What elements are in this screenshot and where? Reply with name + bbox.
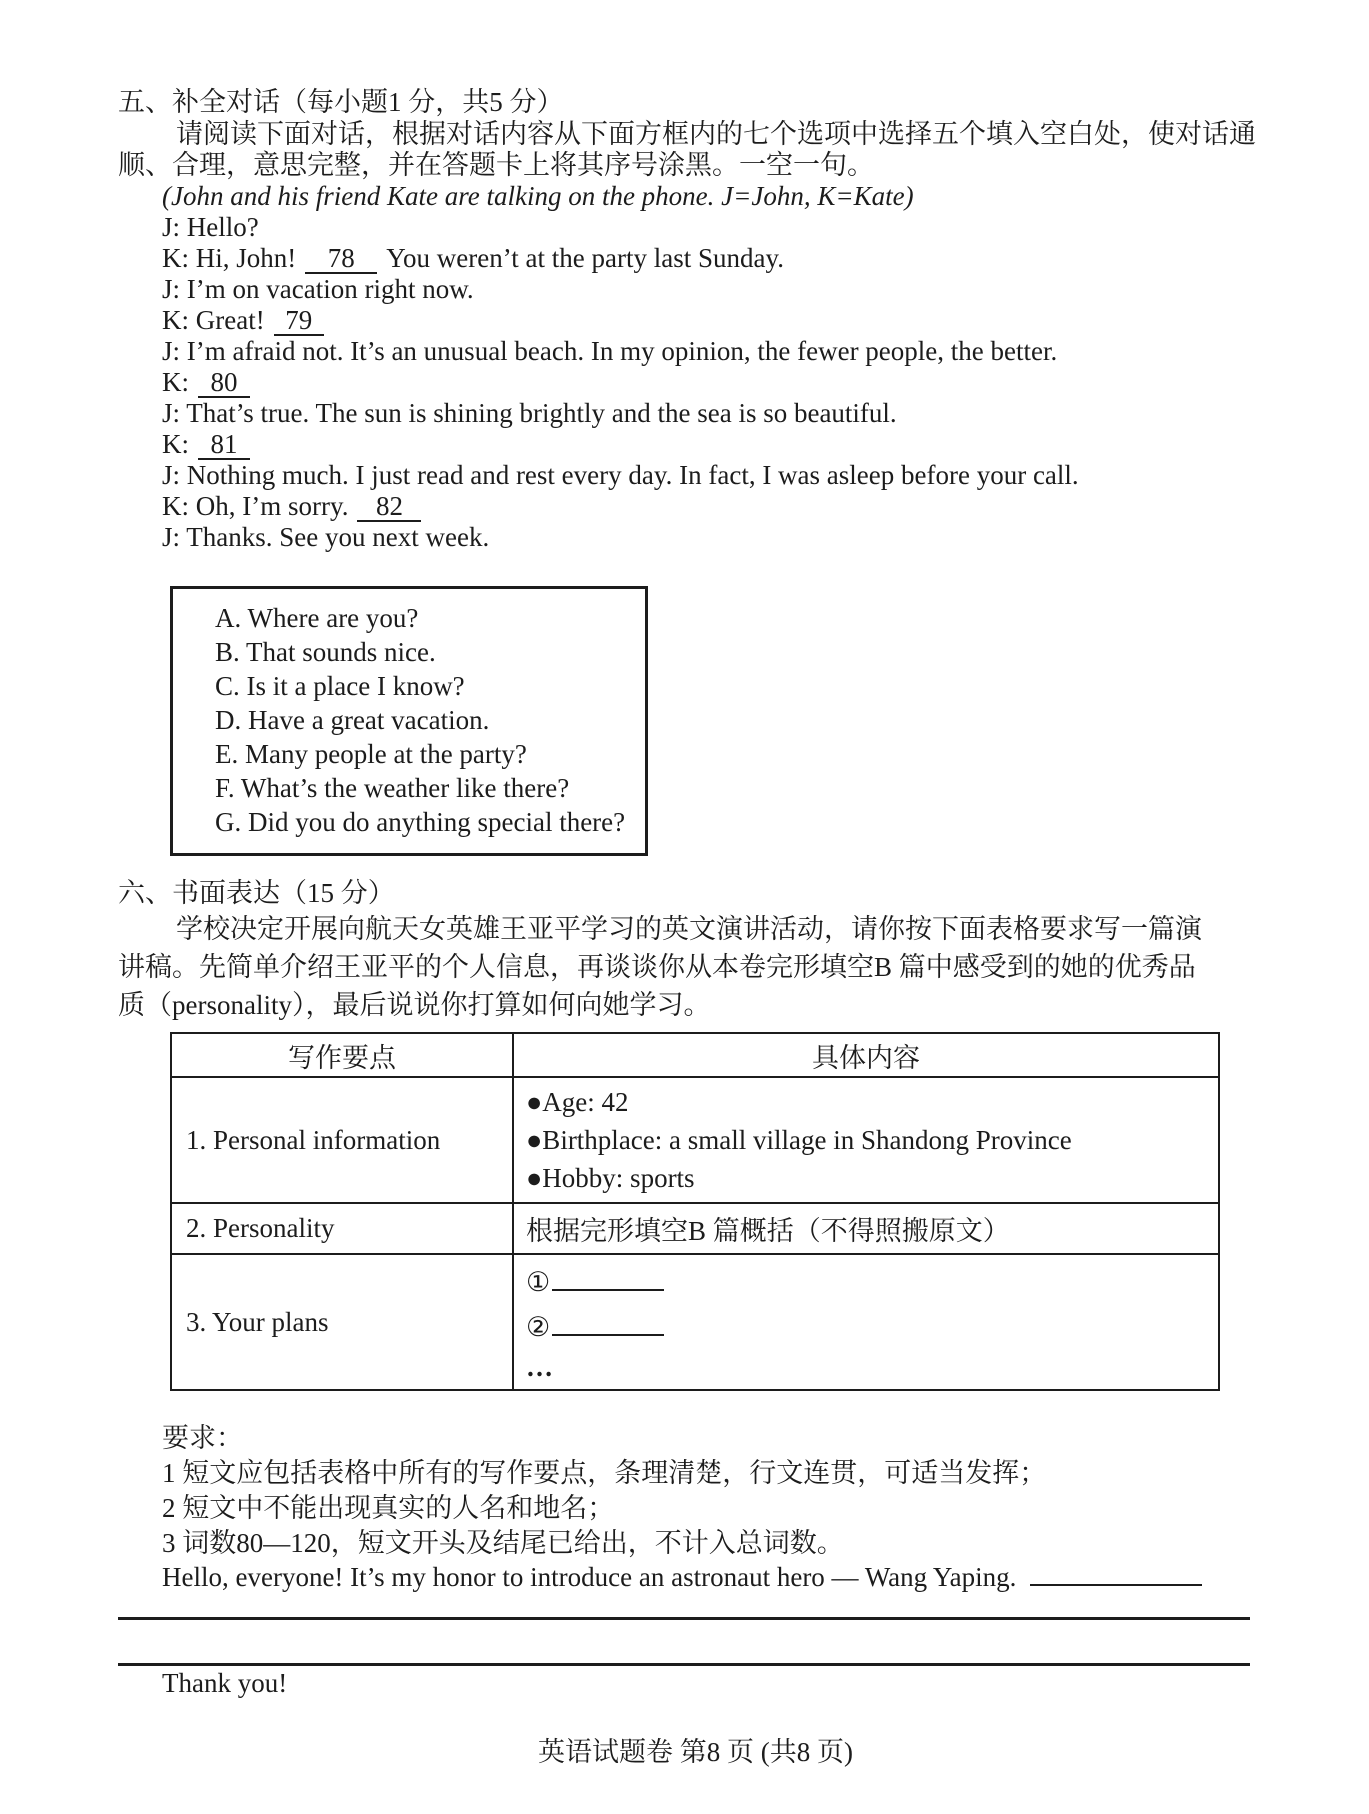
page-footer: 英语试题卷 第8 页 (共8 页) (538, 1737, 853, 1767)
essay-opening-text: Hello, everyone! It’s my honor to introduce an astronaut hero — Wang Yaping. (162, 1562, 1017, 1592)
dialogue-line-7 (118, 398, 1273, 429)
dialogue-text: K: (162, 429, 189, 459)
table-header-points: 写作要点 (171, 1033, 513, 1077)
answer-blank-81: 81 (198, 431, 250, 460)
option-c: C. Is it a place I know? (215, 671, 465, 701)
dialogue-line-11 (118, 522, 1273, 553)
plan-item-1 (526, 1260, 1210, 1305)
table-row-personality (171, 1203, 1219, 1254)
dialogue-line-10 (118, 491, 1273, 522)
section6-intro-line3: 质（personality），最后说说你打算如何向她学习。 (118, 990, 711, 1020)
point-personal-information: 1. Personal information (171, 1077, 513, 1203)
personal-information-details (513, 1077, 1219, 1203)
option-g: G. Did you do anything special there? (215, 807, 626, 837)
dialogue-text: J: Nothing much. I just read and rest every day. In fact, I was asleep before your call. (162, 460, 1079, 490)
answer-blank-80: 80 (198, 369, 250, 398)
detail-hobby: ●Hobby: sports (526, 1163, 695, 1193)
plan-blank-2 (552, 1309, 664, 1336)
dialogue-line-9 (118, 460, 1273, 491)
option-b: B. That sounds nice. (215, 637, 436, 667)
option-f: F. What’s the weather like there? (215, 773, 570, 803)
dialogue-line-8 (118, 429, 1273, 460)
plan-item-2 (526, 1305, 1210, 1350)
section6-intro-line2: 讲稿。先简单介绍王亚平的个人信息，再谈谈你从本卷完形填空B 篇中感受到的她的优秀品 (118, 952, 1196, 982)
requirement-2: 2 短文中不能出现真实的人名和地名； (162, 1493, 615, 1523)
personality-details: 根据完形填空B 篇概括（不得照搬原文） (513, 1203, 1219, 1254)
detail-age: ●Age: 42 (526, 1087, 629, 1117)
section5-instruction-line1: 请阅读下面对话，根据对话内容从下面方框内的七个选项中选择五个填入空白处，使对话通 (176, 119, 1256, 149)
essay-opening-line (118, 1561, 1273, 1594)
point-your-plans: 3. Your plans (171, 1254, 513, 1390)
circled-number-1: ① (526, 1267, 551, 1297)
essay-writing-blank (1030, 1584, 1202, 1586)
options-box (170, 586, 648, 856)
section6-intro-line1: 学校决定开展向航天女英雄王亚平学习的英文演讲活动，请你按下面表格要求写一篇演 (176, 914, 1202, 944)
dialogue-text: J: I’m afraid not. It’s an unusual beach. In my opinion, the fewer people, the better. (162, 336, 1058, 366)
dialogue-line-1 (118, 212, 1273, 243)
option-d: D. Have a great vacation. (215, 705, 490, 735)
answer-blank-79: 79 (274, 307, 324, 336)
writing-rule-line-1 (118, 1617, 1250, 1620)
writing-points-table (170, 1032, 1220, 1391)
dialogue-text: K: Oh, I’m sorry. (162, 491, 349, 521)
table-header-row (171, 1033, 1219, 1077)
essay-closing-text: Thank you! (162, 1668, 288, 1698)
section5-instruction-line2: 顺、合理，意思完整，并在答题卡上将其序号涂黑。一空一句。 (118, 150, 874, 180)
option-e: E. Many people at the party? (215, 739, 527, 769)
writing-rule-line-2 (118, 1663, 1250, 1666)
detail-birthplace: ●Birthplace: a small village in Shandong Province (526, 1125, 1072, 1155)
dialogue-text: You weren’t at the party last Sunday. (386, 243, 784, 273)
section6-heading: 六、书面表达（15 分） (118, 878, 395, 908)
answer-blank-78: 78 (305, 245, 377, 274)
option-a: A. Where are you? (215, 603, 419, 633)
section5-heading: 五、补全对话（每小题1 分，共5 分） (118, 87, 564, 117)
plans-ellipsis: … (526, 1352, 555, 1382)
dialogue-text: J: I’m on vacation right now. (162, 274, 474, 304)
circled-number-2: ② (526, 1312, 551, 1342)
dialogue-text: K: Hi, John! (162, 243, 297, 273)
dialogue-scene-setting: (John and his friend Kate are talking on the phone. J=John, K=Kate) (162, 181, 914, 211)
dialogue-line-3 (118, 274, 1273, 305)
dialogue-text: K: Great! (162, 305, 265, 335)
plan-blank-1 (552, 1264, 664, 1291)
requirements-label: 要求： (162, 1423, 243, 1453)
dialogue-line-5 (118, 336, 1273, 367)
point-personality: 2. Personality (171, 1203, 513, 1254)
table-row-your-plans (171, 1254, 1219, 1390)
table-header-content: 具体内容 (513, 1033, 1219, 1077)
dialogue-line-2 (118, 243, 1273, 274)
requirement-3: 3 词数80—120，短文开头及结尾已给出，不计入总词数。 (162, 1528, 844, 1558)
answer-blank-82: 82 (357, 493, 421, 522)
dialogue-line-4 (118, 305, 1273, 336)
dialogue-text: J: Hello? (162, 212, 259, 242)
dialogue-text: K: (162, 367, 189, 397)
your-plans-details (513, 1254, 1219, 1390)
dialogue-line-6 (118, 367, 1273, 398)
dialogue-text: J: Thanks. See you next week. (162, 522, 490, 552)
table-row-personal-info (171, 1077, 1219, 1203)
dialogue-text: J: That’s true. The sun is shining brightly and the sea is so beautiful. (162, 398, 897, 428)
requirement-1: 1 短文应包括表格中所有的写作要点，条理清楚，行文连贯，可适当发挥； (162, 1458, 1047, 1488)
